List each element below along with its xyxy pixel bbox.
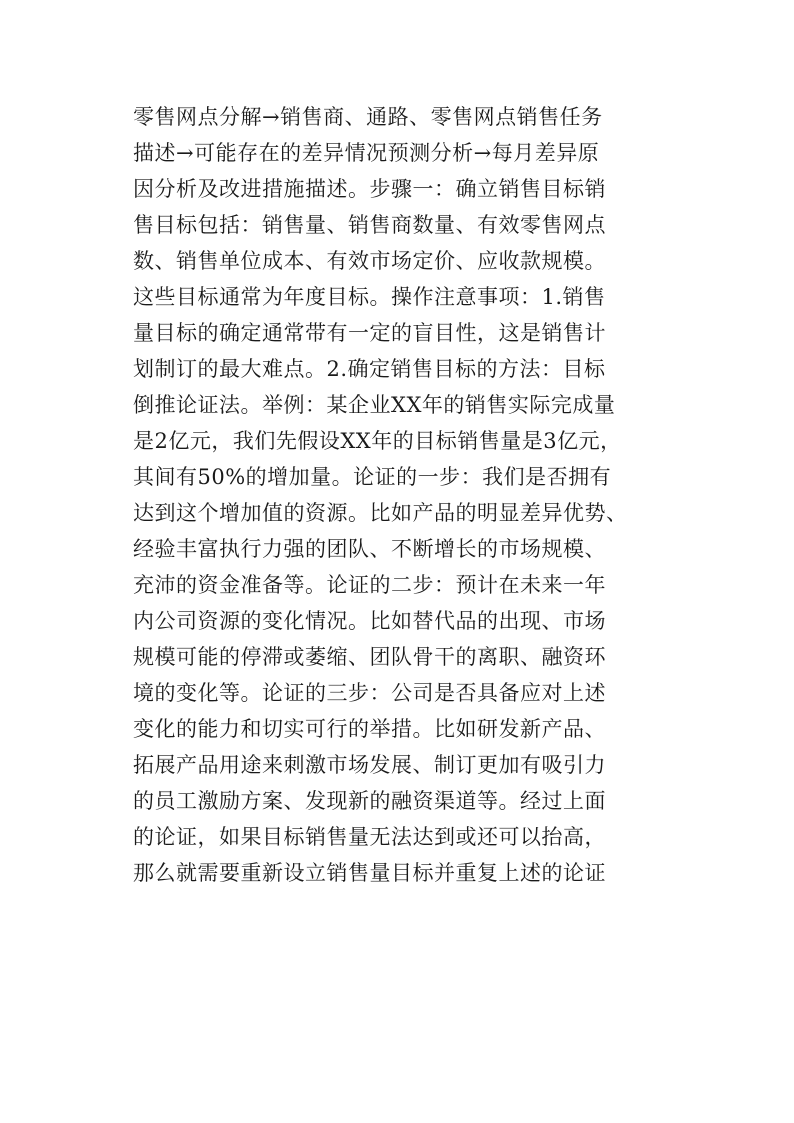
text-line-17: 境的变化等。论证的三步：公司是否具备应对上述 xyxy=(133,681,606,705)
body-text xyxy=(133,99,673,891)
text-line-14: 充沛的资金准备等。论证的二步：预计在未来一年 xyxy=(133,573,606,597)
text-line-22: 那么就需要重新设立销售量目标并重复上述的论证 xyxy=(133,861,606,885)
text-line-13: 经验丰富执行力强的团队、不断增长的市场规模、 xyxy=(133,537,606,561)
text-line-1: 零售网点分解→销售商、通路、零售网点销售任务 xyxy=(133,105,603,129)
text-line-8: 划制订的最大难点。2.确定销售目标的方法：目标 xyxy=(133,357,606,381)
text-line-5: 数、销售单位成本、有效市场定价、应收款规模。 xyxy=(133,249,606,273)
text-line-16: 规模可能的停滞或萎缩、团队骨干的离职、融资环 xyxy=(133,645,606,669)
text-line-7: 量目标的确定通常带有一定的盲目性，这是销售计 xyxy=(133,321,606,345)
text-line-2: 描述→可能存在的差异情况预测分析→每月差异原 xyxy=(133,141,600,165)
text-line-11: 其间有50%的增加量。论证的一步：我们是否拥有 xyxy=(133,465,612,489)
text-line-6: 这些目标通常为年度目标。操作注意事项：1.销售 xyxy=(133,285,606,309)
text-line-21: 的论证，如果目标销售量无法达到或还可以抬高， xyxy=(133,825,606,849)
text-line-3: 因分析及改进措施描述。步骤一：确立销售目标销 xyxy=(133,177,606,201)
text-line-20: 的员工激励方案、发现新的融资渠道等。经过上面 xyxy=(133,789,606,813)
text-line-12: 达到这个增加值的资源。比如产品的明显差异优势、 xyxy=(133,501,628,525)
text-line-10: 是2亿元，我们先假设XX年的目标销售量是3亿元， xyxy=(133,429,622,453)
text-line-9: 倒推论证法。举例：某企业XX年的销售实际完成量 xyxy=(133,393,616,417)
text-line-4: 售目标包括：销售量、销售商数量、有效零售网点 xyxy=(133,213,606,237)
text-line-15: 内公司资源的变化情况。比如替代品的出现、市场 xyxy=(133,609,606,633)
text-line-19: 拓展产品用途来刺激市场发展、制订更加有吸引力 xyxy=(133,753,606,777)
text-line-18: 变化的能力和切实可行的举措。比如研发新产品、 xyxy=(133,717,606,741)
